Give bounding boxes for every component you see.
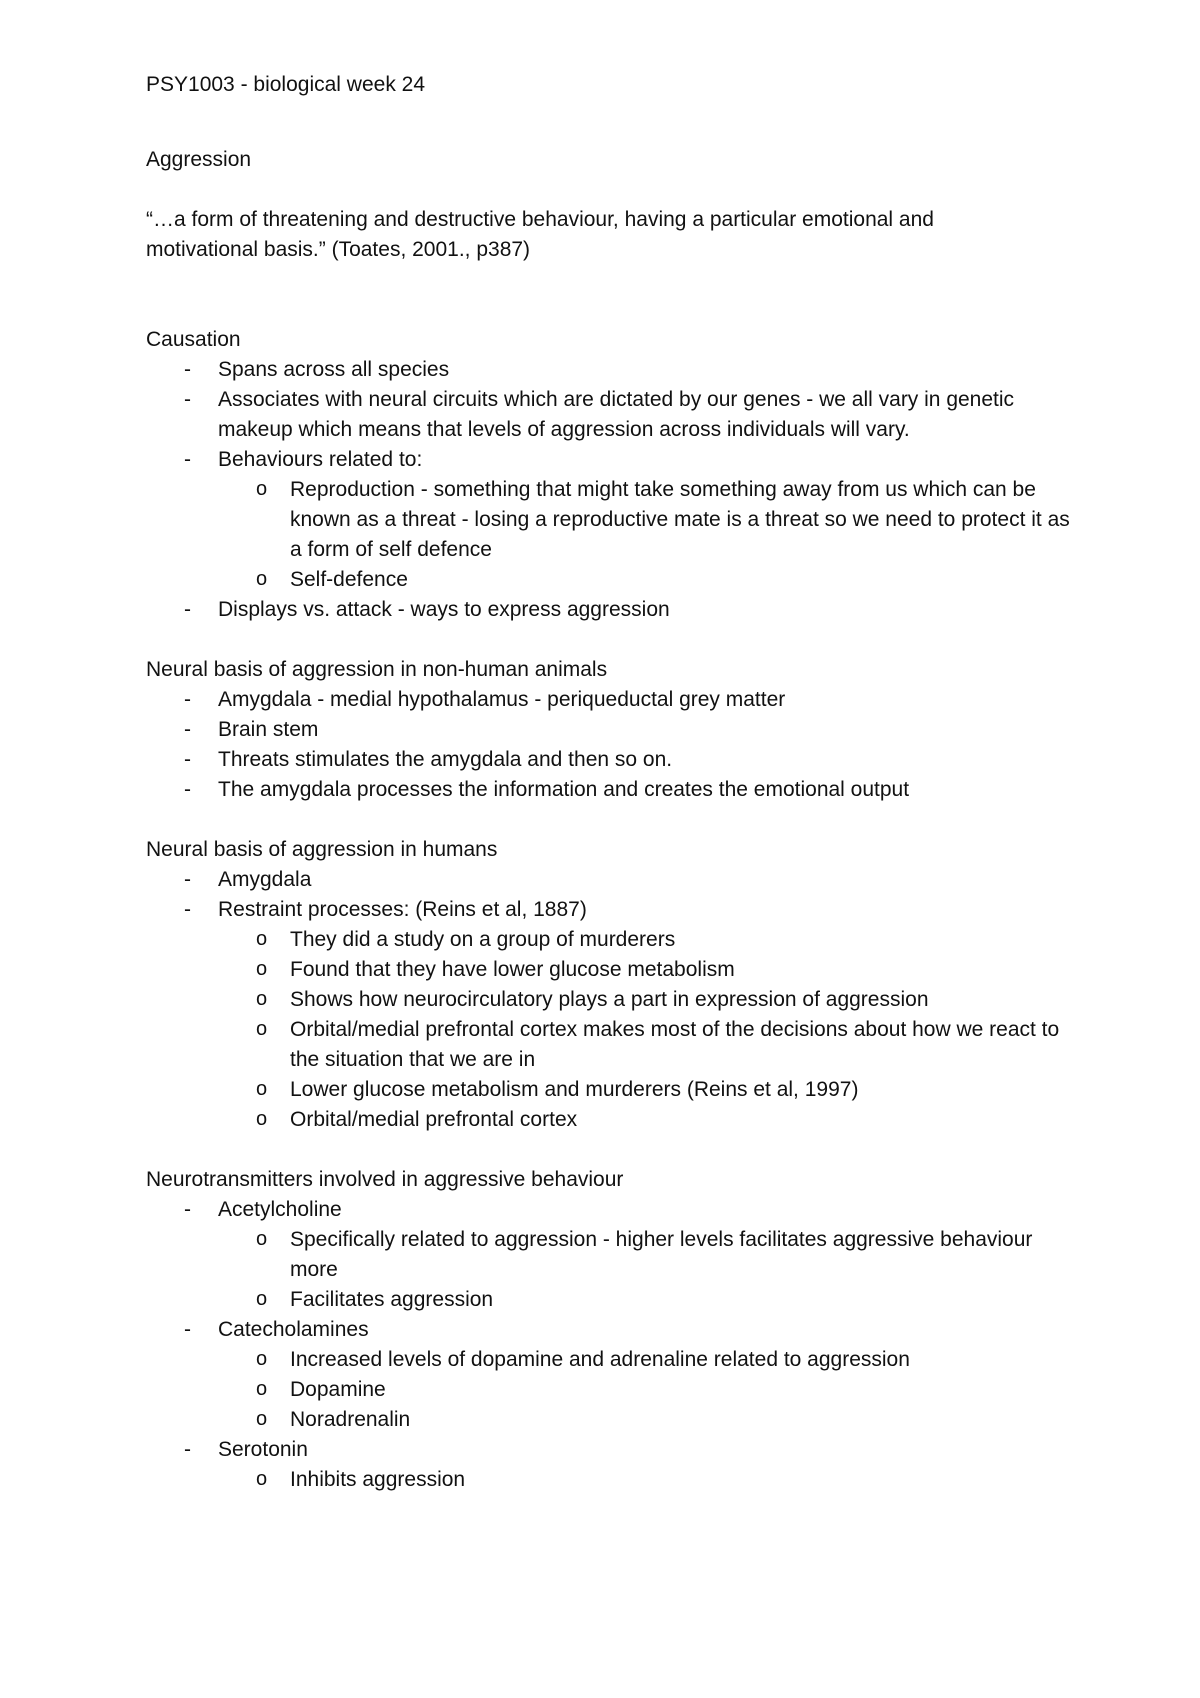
list-item-text: Associates with neural circuits which are dictated by our genes - we all vary in genetic makeup which means that levels of aggression across individuals will vary. <box>218 388 1015 441</box>
dash-bullet: - <box>184 778 191 801</box>
list-item-text: Displays vs. attack - ways to express aggression <box>218 598 670 621</box>
sub-list-item <box>218 925 1080 955</box>
circle-bullet: o <box>256 1468 268 1490</box>
sub-list-item-text: Dopamine <box>290 1378 386 1401</box>
sub-list <box>218 1345 1080 1435</box>
spacer <box>146 805 1080 835</box>
nonhuman-list <box>146 685 1080 805</box>
sub-list-item-text: Facilitates aggression <box>290 1288 494 1311</box>
dash-bullet: - <box>184 898 191 921</box>
sub-list-item <box>218 985 1080 1015</box>
list-item-text: Catecholamines <box>218 1318 369 1341</box>
list-item-text: Amygdala <box>218 868 312 891</box>
sub-list-item <box>218 1225 1080 1285</box>
list-item <box>146 355 1080 385</box>
list-item <box>146 1435 1080 1495</box>
list-item-text: Brain stem <box>218 718 319 741</box>
dash-bullet: - <box>184 1438 191 1461</box>
neurotransmitters-list <box>146 1195 1080 1495</box>
dash-bullet: - <box>184 748 191 771</box>
sub-list-item-text: Orbital/medial prefrontal cortex makes most of the decisions about how we react to the situation that we are in <box>290 1018 1060 1071</box>
sub-list-item-text: Self-defence <box>290 568 408 591</box>
sub-list-item <box>218 1285 1080 1315</box>
sub-list-item <box>218 955 1080 985</box>
sub-list <box>218 1465 1080 1495</box>
dash-bullet: - <box>184 1198 191 1221</box>
list-item <box>146 715 1080 745</box>
sub-list <box>218 925 1080 1135</box>
definition-line-2: motivational basis.” (Toates, 2001., p387) <box>146 238 531 261</box>
sub-list-item-text: Orbital/medial prefrontal cortex <box>290 1108 578 1131</box>
dash-bullet: - <box>184 598 191 621</box>
section-title-causation: Causation <box>146 328 241 351</box>
sub-list-item <box>218 1105 1080 1135</box>
list-item <box>146 745 1080 775</box>
dash-bullet: - <box>184 448 191 471</box>
circle-bullet: o <box>256 478 268 500</box>
list-item-text: The amygdala processes the information and creates the emotional output <box>218 778 910 801</box>
sub-list-item-text: Inhibits aggression <box>290 1468 466 1491</box>
circle-bullet: o <box>256 1228 268 1250</box>
dash-bullet: - <box>184 1318 191 1341</box>
dash-bullet: - <box>184 688 191 711</box>
circle-bullet: o <box>256 1108 268 1130</box>
sub-list-item-text: Shows how neurocirculatory plays a part in expression of aggression <box>290 988 929 1011</box>
humans-list <box>146 865 1080 1135</box>
list-item <box>146 895 1080 1135</box>
causation-list <box>146 355 1080 625</box>
circle-bullet: o <box>256 1378 268 1400</box>
sub-list-item <box>218 1075 1080 1105</box>
circle-bullet: o <box>256 568 268 590</box>
section-title-humans: Neural basis of aggression in humans <box>146 838 498 861</box>
spacer <box>146 265 1080 325</box>
list-item-text: Amygdala - medial hypothalamus - periqueductal grey matter <box>218 688 786 711</box>
circle-bullet: o <box>256 1078 268 1100</box>
section-title-neurotransmitters: Neurotransmitters involved in aggressive behaviour <box>146 1168 624 1191</box>
circle-bullet: o <box>256 1288 268 1310</box>
sub-list-item-text: Reproduction - something that might take something away from us which can be known as a threat - losing a reproductive mate is a threat so we need to protect it as a form of self defence <box>290 478 1070 561</box>
circle-bullet: o <box>256 928 268 950</box>
sub-list-item <box>218 475 1080 565</box>
topic-heading: Aggression <box>146 148 252 171</box>
list-item <box>146 595 1080 625</box>
list-item-text: Serotonin <box>218 1438 308 1461</box>
sub-list-item-text: Found that they have lower glucose metabolism <box>290 958 735 981</box>
list-item <box>146 1195 1080 1315</box>
sub-list-item <box>218 1465 1080 1495</box>
list-item-text: Behaviours related to: <box>218 448 423 471</box>
sub-list-item-text: Specifically related to aggression - higher levels facilitates aggressive behaviour more <box>290 1228 1033 1281</box>
list-item-text: Spans across all species <box>218 358 450 381</box>
sub-list-item-text: They did a study on a group of murderers <box>290 928 676 951</box>
dash-bullet: - <box>184 358 191 381</box>
circle-bullet: o <box>256 1018 268 1040</box>
spacer <box>146 1135 1080 1165</box>
sub-list-item <box>218 1375 1080 1405</box>
sub-list-item-text: Increased levels of dopamine and adrenaline related to aggression <box>290 1348 910 1371</box>
list-item <box>146 775 1080 805</box>
dash-bullet: - <box>184 388 191 411</box>
circle-bullet: o <box>256 988 268 1010</box>
list-item-text: Acetylcholine <box>218 1198 342 1221</box>
dash-bullet: - <box>184 718 191 741</box>
list-item <box>146 445 1080 595</box>
list-item <box>146 685 1080 715</box>
spacer <box>146 625 1080 655</box>
list-item-text: Threats stimulates the amygdala and then so on. <box>218 748 673 771</box>
section-title-nonhuman: Neural basis of aggression in non-human animals <box>146 658 608 681</box>
list-item <box>146 1315 1080 1435</box>
document-title: PSY1003 - biological week 24 <box>146 73 426 96</box>
list-item-text: Restraint processes: (Reins et al, 1887) <box>218 898 587 921</box>
sub-list-item <box>218 1345 1080 1375</box>
circle-bullet: o <box>256 1408 268 1430</box>
circle-bullet: o <box>256 1348 268 1370</box>
sub-list <box>218 475 1080 595</box>
sub-list-item <box>218 1015 1080 1075</box>
list-item <box>146 865 1080 895</box>
circle-bullet: o <box>256 958 268 980</box>
sub-list-item <box>218 565 1080 595</box>
dash-bullet: - <box>184 868 191 891</box>
sub-list-item-text: Noradrenalin <box>290 1408 411 1431</box>
list-item <box>146 385 1080 445</box>
sub-list-item <box>218 1405 1080 1435</box>
definition-line-1: “…a form of threatening and destructive behaviour, having a particular emotional and <box>146 208 934 231</box>
sub-list <box>218 1225 1080 1315</box>
sub-list-item-text: Lower glucose metabolism and murderers (Reins et al, 1997) <box>290 1078 859 1101</box>
